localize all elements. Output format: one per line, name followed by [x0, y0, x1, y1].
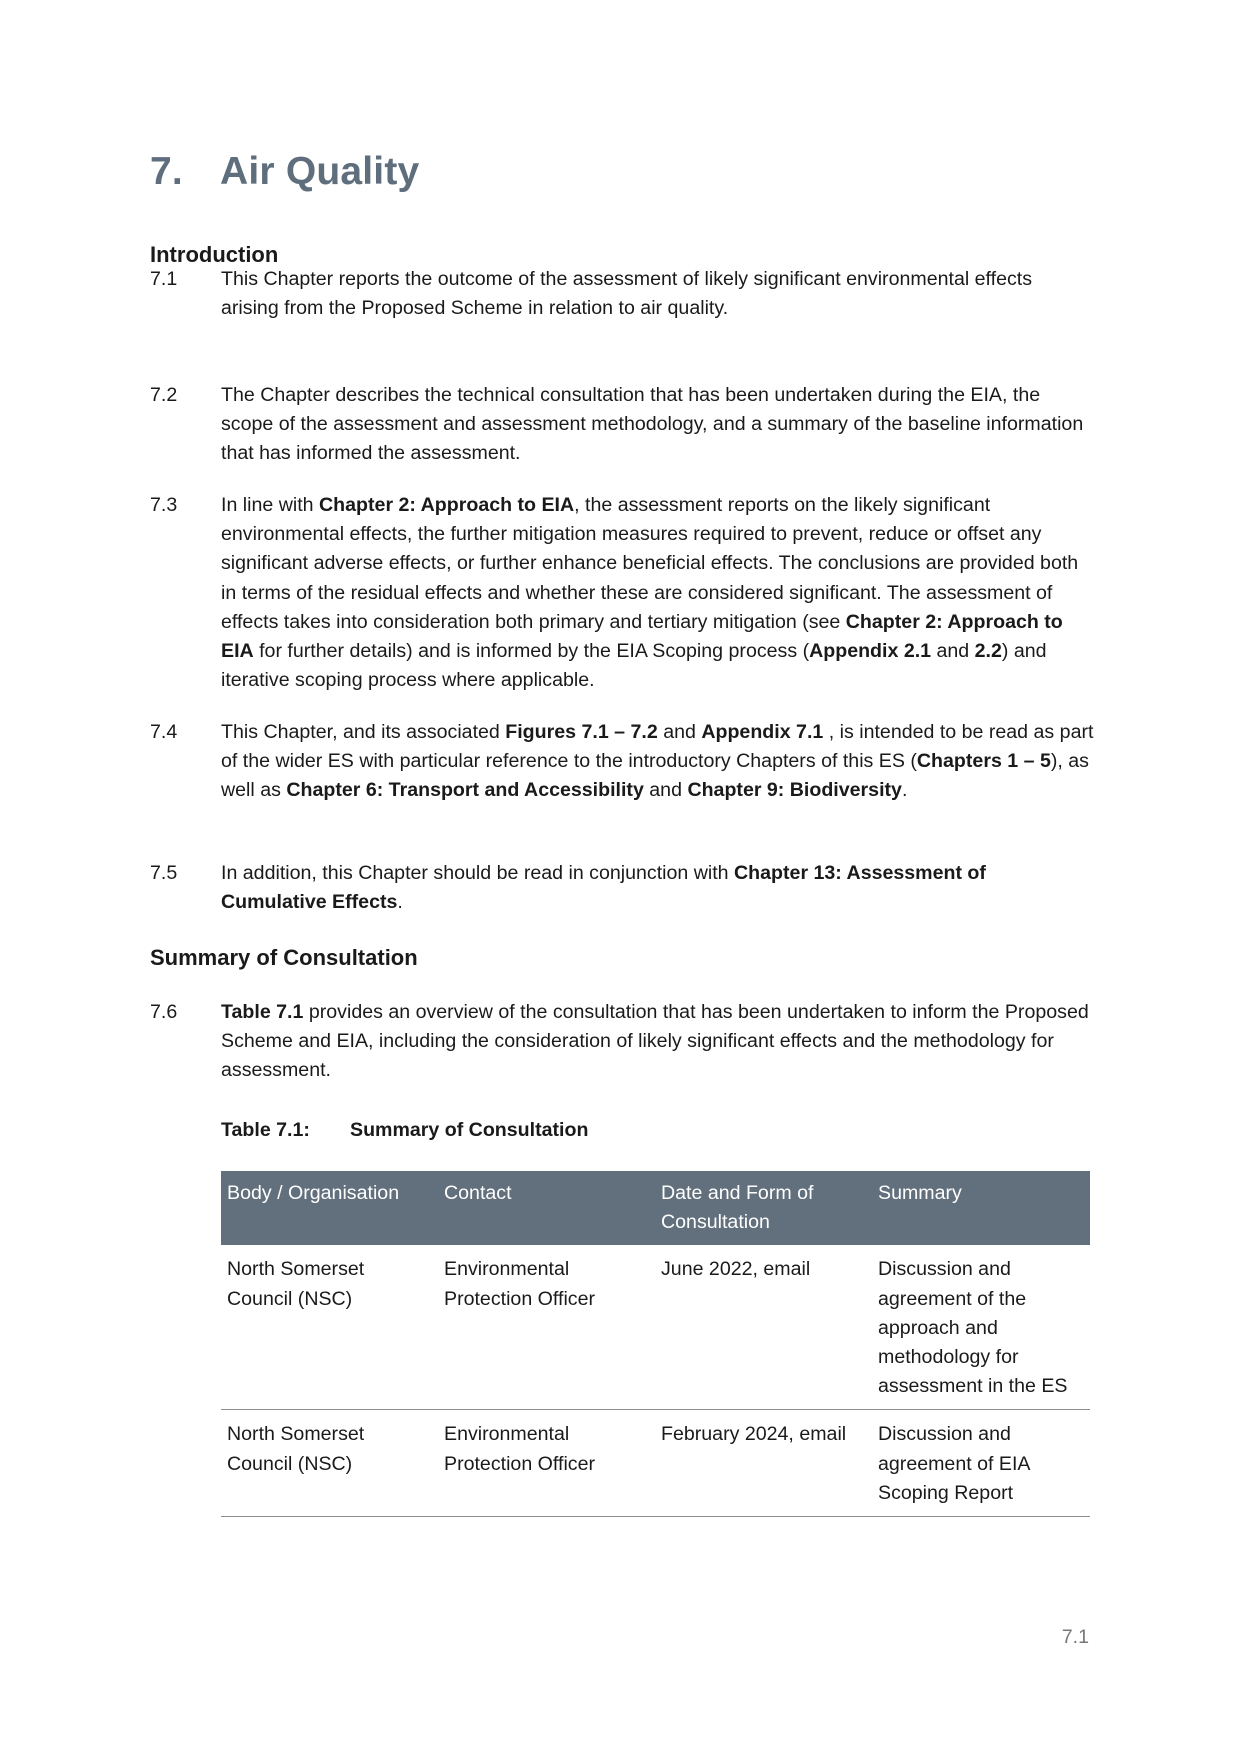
chapter-reference: Chapter 2: Approach to EIA: [221, 610, 1063, 663]
table-cell: Environmental Protection Officer: [438, 1410, 655, 1517]
table-cell: North Somerset Council (NSC): [221, 1245, 438, 1410]
paragraph-number: 7.3: [150, 494, 178, 516]
consultation-table: [221, 1171, 1090, 1517]
chapter-reference: Chapter 6: Transport and Accessibility: [286, 779, 644, 802]
table-row: [221, 1245, 1090, 1410]
table-cell: Discussion and agreement of the approach and methodology for assessment in the ES: [872, 1245, 1090, 1410]
appendix-reference: Appendix 2.1: [809, 640, 932, 663]
paragraph-7-6: [150, 998, 1095, 1086]
appendix-reference: Appendix 7.1: [701, 721, 824, 743]
table-header-row: [221, 1171, 1090, 1245]
paragraph-text: In addition, this Chapter should be read in conjunction with Chapter 13: Assessment of Cumulative Effects.: [221, 862, 986, 914]
column-header: Summary: [872, 1171, 1090, 1245]
table-row: [221, 1410, 1090, 1517]
paragraph-number: 7.1: [150, 268, 178, 290]
paragraph-7-3: [150, 491, 1095, 695]
paragraph-7-5: [150, 859, 1095, 917]
appendix-reference: 2.2: [974, 640, 1002, 663]
table-cell: Environmental Protection Officer: [438, 1245, 655, 1410]
table-caption-title: Summary of Consultation: [350, 1119, 589, 1141]
paragraph-number: 7.5: [150, 862, 178, 884]
paragraph-text: Table 7.1 provides an overview of the consultation that has been undertaken to inform the Proposed Scheme and EIA, including the consideration of likely significant effects and the methodology for assessment.: [221, 1001, 1089, 1082]
column-header: Contact: [438, 1171, 655, 1245]
paragraph-text: The Chapter describes the technical consultation that has been undertaken during the EIA, the scope of the assessment and assessment methodology, and a summary of the baseline information that has informed the assessment.: [221, 384, 1084, 465]
chapter-reference: Chapter 2: Approach to EIA: [319, 494, 575, 516]
figures-reference: Figures 7.1 – 7.2: [505, 721, 658, 743]
paragraph-7-2: [150, 381, 1095, 469]
table-caption-number: Table 7.1:: [221, 1119, 310, 1141]
chapter-number: 7.: [150, 150, 183, 193]
paragraph-text: This Chapter reports the outcome of the assessment of likely significant environmental effects arising from the Proposed Scheme in relation to air quality.: [221, 268, 1032, 320]
chapter-title-text: Air Quality: [220, 150, 420, 193]
chapter-reference: Chapter 9: Biodiversity: [687, 779, 902, 802]
paragraph-number: 7.2: [150, 384, 178, 406]
table-cell: Discussion and agreement of EIA Scoping Report: [872, 1410, 1090, 1517]
paragraph-7-4: [150, 718, 1095, 806]
introduction-heading: Introduction: [150, 242, 279, 267]
paragraph-text: In line with Chapter 2: Approach to EIA, the assessment reports on the likely significant environmental effects, the further mitigation measures required to prevent, reduce or offset any significant adverse effects, or further enhance beneficial effects. The conclusions are provided both in terms of the residual effects and whether these are considered significant. The assessment of effects takes into consideration both primary and tertiary mitigation (see Chapter 2: Approach to EIA for further details) and is informed by the EIA Scoping process (Appendix 2.1 and 2.2) and iterative scoping process where applicable.: [221, 494, 1079, 692]
chapter-reference: Chapters 1 – 5: [916, 750, 1051, 773]
table-caption: [221, 1119, 588, 1142]
table-cell: North Somerset Council (NSC): [221, 1410, 438, 1517]
column-header: Body / Organisation: [221, 1171, 438, 1245]
chapter-title: [150, 150, 419, 194]
column-header: Date and Form of Consultation: [655, 1171, 872, 1245]
table-cell: February 2024, email: [655, 1410, 872, 1517]
paragraph-number: 7.4: [150, 721, 178, 743]
paragraph-number: 7.6: [150, 1001, 178, 1023]
table-reference: Table 7.1: [221, 1001, 304, 1023]
paragraph-text: This Chapter, and its associated Figures 7.1 – 7.2 and Appendix 7.1 , is intended to be read as part of the wider ES with particular reference to the introductory Chapters of this ES (Chapters 1 – 5), as well as Chapter 6: Transport and Accessibility and Chapter 9: Biodiversity.: [221, 721, 1094, 802]
chapter-reference: Chapter 13: Assessment of Cumulative Effects: [221, 862, 986, 914]
table-cell: June 2022, email: [655, 1245, 872, 1410]
consultation-heading: Summary of Consultation: [150, 945, 418, 970]
paragraph-7-1: [150, 265, 1095, 323]
page-number: 7.1: [1061, 1626, 1089, 1648]
